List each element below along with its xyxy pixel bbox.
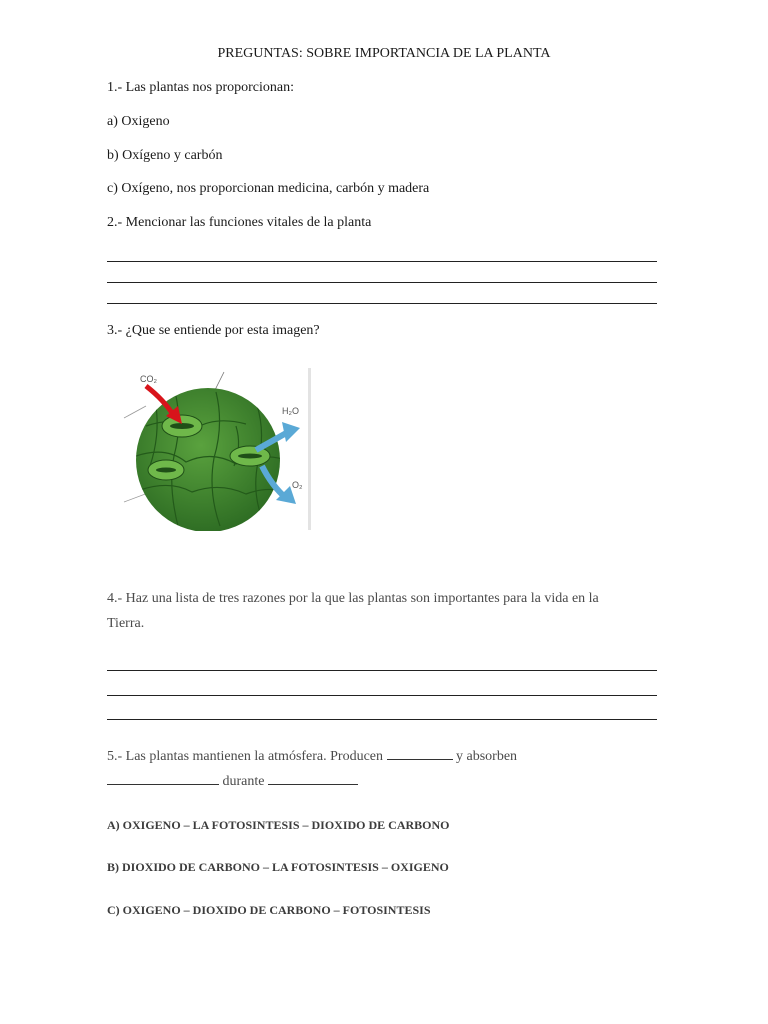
question-2: 2.- Mencionar las funciones vitales de la planta bbox=[107, 215, 372, 230]
fill-blank-1 bbox=[387, 758, 453, 760]
q5-text-start: 5.- Las plantas mantienen la atmósfera. Producen bbox=[107, 749, 387, 764]
question-1: 1.- Las plantas nos proporcionan: bbox=[107, 80, 295, 95]
q5-text-during: durante bbox=[219, 774, 268, 789]
answer-line bbox=[107, 261, 657, 262]
label-co2: CO₂ bbox=[140, 374, 157, 384]
leaf-gas-exchange-figure bbox=[116, 366, 312, 531]
q5-option-a: A) OXIGENO – LA FOTOSINTESIS – DIOXIDO DE CARBONO bbox=[107, 818, 450, 832]
q5-option-c: C) OXIGENO – DIOXIDO DE CARBONO – FOTOSINTESIS bbox=[107, 903, 431, 917]
label-h2o: H₂O bbox=[282, 406, 299, 416]
question-5-line-2 bbox=[107, 774, 358, 790]
q1-option-c: c) Oxígeno, nos proporcionan medicina, carbón y madera bbox=[107, 181, 430, 196]
question-3: 3.- ¿Que se entiende por esta imagen? bbox=[107, 323, 320, 338]
label-o2: O₂ bbox=[292, 480, 303, 490]
q5-option-b: B) DIOXIDO DE CARBONO – LA FOTOSINTESIS – OXIGENO bbox=[107, 860, 449, 874]
answer-line bbox=[107, 719, 657, 720]
fill-blank-2 bbox=[107, 783, 219, 785]
answer-line bbox=[107, 303, 657, 304]
answer-line bbox=[107, 670, 657, 671]
question-4-line-1: 4.- Haz una lista de tres razones por la que las plantas son importantes para la vida en la bbox=[107, 591, 599, 606]
answer-line bbox=[107, 695, 657, 696]
q1-option-a: a) Oxigeno bbox=[107, 114, 170, 129]
q5-text-mid: y absorben bbox=[452, 749, 518, 764]
answer-line bbox=[107, 282, 657, 283]
fill-blank-3 bbox=[268, 783, 358, 785]
question-4-line-2: Tierra. bbox=[107, 616, 145, 631]
question-5-line-1 bbox=[107, 749, 517, 765]
stoma bbox=[162, 415, 202, 437]
q1-option-b: b) Oxígeno y carbón bbox=[107, 148, 223, 163]
page-title: PREGUNTAS: SOBRE IMPORTANCIA DE LA PLANTA bbox=[217, 46, 551, 61]
